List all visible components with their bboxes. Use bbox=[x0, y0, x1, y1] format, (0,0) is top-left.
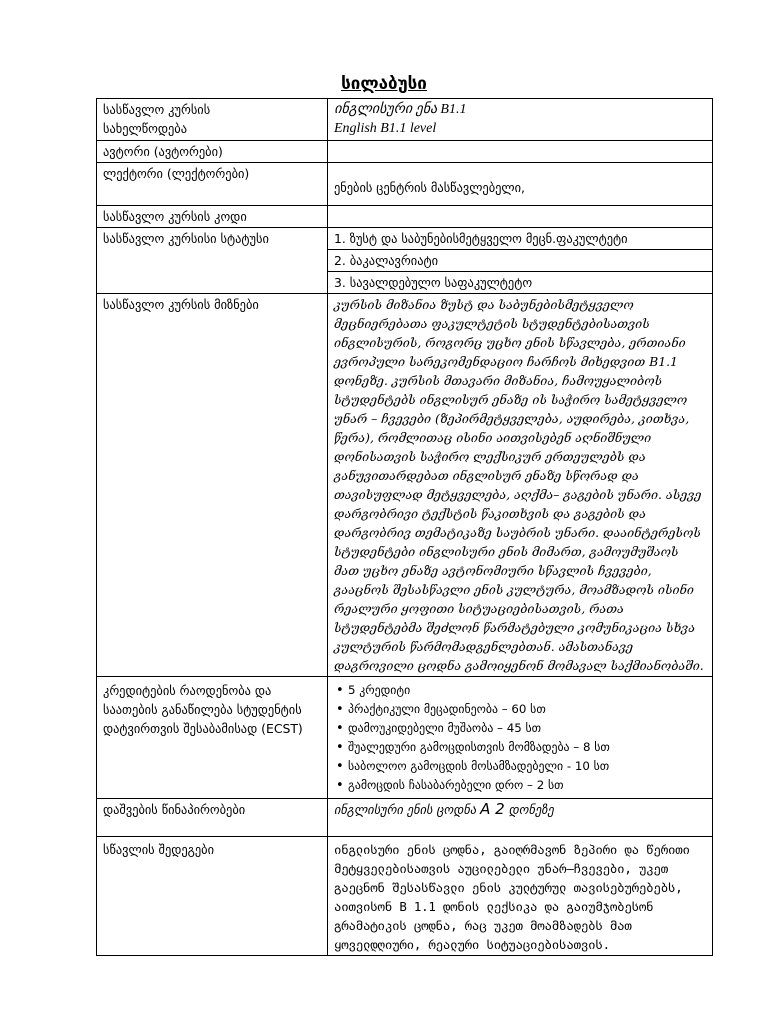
row-course-code bbox=[97, 206, 713, 228]
syllabus-table bbox=[96, 98, 713, 956]
prerequisites-value bbox=[328, 799, 713, 837]
credits-item: • დამოუკიდებელი მუშაობა – 45 სთ bbox=[334, 719, 706, 738]
row-credits bbox=[97, 677, 713, 799]
author-value bbox=[328, 141, 713, 163]
credits-label: კრედიტების რაოდენობა და საათების განაწილება სტუდენტის დატვირთვის შესაბამისად (ECST) bbox=[97, 677, 328, 799]
course-status-value-2: 2. ბაკალავრიატი bbox=[328, 250, 713, 272]
credits-value bbox=[328, 677, 713, 799]
row-author bbox=[97, 141, 713, 163]
lecturer-value: ენების ცენტრის მასწავლებელი, bbox=[328, 163, 713, 206]
course-aims-label: სასწავლო კურსის მიზნები bbox=[97, 294, 328, 677]
author-label: ავტორი (ავტორები) bbox=[97, 141, 328, 163]
credits-item: • 5 კრედიტი bbox=[334, 681, 706, 700]
course-name-value bbox=[328, 99, 713, 141]
prerequisites-level: A 2 bbox=[480, 800, 505, 818]
course-name-label-line2: სახელწოდება bbox=[103, 121, 188, 136]
row-course-status-1 bbox=[97, 228, 713, 250]
row-course-aims bbox=[97, 294, 713, 677]
course-code-value bbox=[328, 206, 713, 228]
course-status-value-3: 3. სავალდებულო საფაკულტეტო bbox=[328, 272, 713, 294]
row-learning-outcomes bbox=[97, 837, 713, 956]
row-lecturer bbox=[97, 163, 713, 206]
lecturer-label: ლექტორი (ლექტორები) bbox=[97, 163, 328, 206]
course-status-value-1: 1. ზუსტ და საბუნებისმეტყველო მეცნ.ფაკულტეტი bbox=[328, 228, 713, 250]
credits-item: • საბოლოო გამოცდის მოსამზადებელი - 10 სთ bbox=[334, 757, 706, 776]
row-course-name bbox=[97, 99, 713, 141]
learning-outcomes-label: სწავლის შედეგები bbox=[97, 837, 328, 956]
credits-item: • გამოცდის ჩასაბარებელი დრო – 2 სთ bbox=[334, 776, 706, 795]
learning-outcomes-value: ინგლისური ენის ცოდნა, გაიღრმავონ ზეპირი და წერითი მეტყველებისათვის აუცილებელი უნარ–ჩვევები, უკეთ გაეცნონ შესასწავლი ენის კულტურულ თავისებურებებს, აითვისონ B 1.1 დონის ლექსიკა და გაიუმჯობესონ გრამატიკის ცოდნა, რაც უკეთ მოამზადებს მათ ყოველდღიური, რეალური სიტუაციებისათვის. bbox=[328, 837, 713, 956]
course-name-english: English B1.1 level bbox=[334, 121, 437, 136]
course-name-georgian: ინგლისური ენა B1.1 bbox=[334, 102, 467, 117]
course-status-label: სასწავლო კურსისი სტატუსი bbox=[97, 228, 328, 294]
credits-item: • შუალედური გამოცდისთვის მომზადება – 8 სთ bbox=[334, 738, 706, 757]
course-name-label-line1: სასწავლო კურსის bbox=[103, 102, 211, 117]
prerequisites-label: დაშვების წინაპირობები bbox=[97, 799, 328, 837]
page-title: სილაბუსი bbox=[341, 74, 427, 94]
credits-list bbox=[334, 681, 706, 795]
row-prerequisites bbox=[97, 799, 713, 837]
course-code-label: სასწავლო კურსის კოდი bbox=[97, 206, 328, 228]
prerequisites-suffix: დონეზე bbox=[504, 802, 554, 817]
course-aims-value: კურსის მიზანია ზუსტ და საბუნებისმეტყველო მეცნიერებათა ფაკულტეტის სტუდენტებისათვის ინგლისურის, როგორც უცხო ენის სწავლება, ერთიანი ევროპული სარეკომენდაციო ჩარჩოს მიხედვით B1.1 დონეზე. კურსის მთავარი მიზანია, ჩამოუყალიბოს სტუდენტებს ინგლისურ ენაზე ის საჭირო სამეტყველო უნარ – ჩვევები (ზეპირმეტყველება, აუდირება, კითხვა, წერა), რომლითაც ისინი აითვისებენ აღნიშნული დონისათვის საჭირო ლექსიკურ ერთეულებს და განუვითარდებათ ინგლისურ ენაზე სწორად და თავისუფლად მეტყველება, აღქმა– გაგების უნარი. ასევე დარგობრივი ტექსტის წაკითხვის და გაგების და დარგობრივ თემატიკაზე საუბრის უნარი. დააინტერესოს სტუდენტები ინგლისური ენის მიმართ, გამოუმუშაოს მათ უცხო ენაზე ავტონომიური სწავლის ჩვევები, გააცნოს შესასწავლი ენის კულტურა, მოამზადოს ისინი რეალური ყოფითი სიტუაციებისათვის, რათა სტუდენტებმა შეძლონ წარმატებული კომუნიკაცია სხვა კულტურის წარმომადგენლებთან. ამასთანავე დაგროვილი ცოდნა გამოიყენონ მომავალ საქმიანობაში. bbox=[328, 294, 713, 677]
credits-item: • პრაქტიკული მეცადინეობა – 60 სთ bbox=[334, 700, 706, 719]
course-name-label bbox=[97, 99, 328, 141]
prerequisites-text: ინგლისური ენის ცოდნა bbox=[334, 802, 481, 817]
